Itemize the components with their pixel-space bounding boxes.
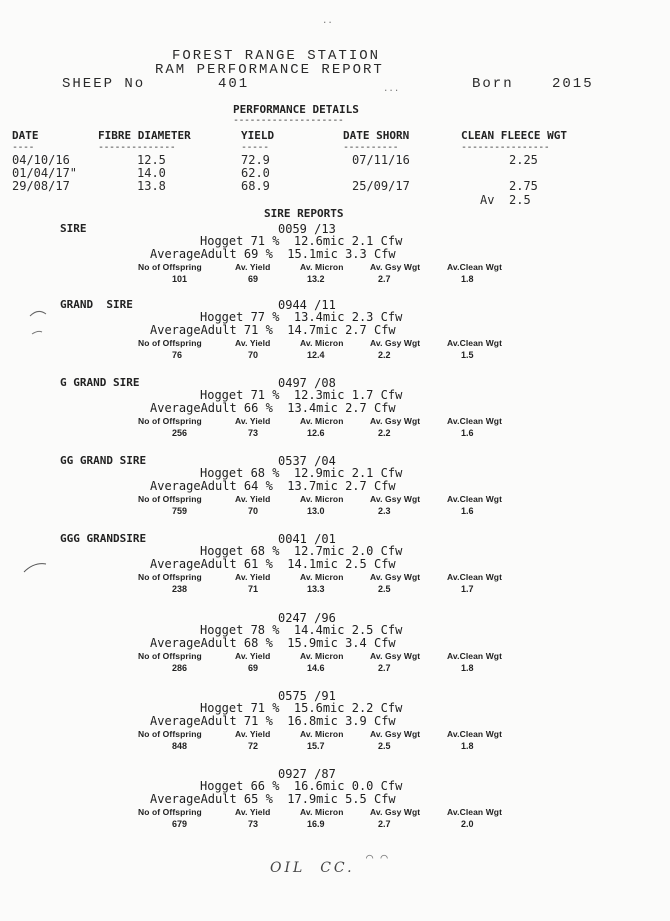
micron-value: 13.3	[307, 584, 325, 594]
gsy-label: Av. Gsy Wgt	[370, 338, 421, 348]
row-fibre: 14.0	[137, 166, 166, 180]
yield-label: Av. Yield	[235, 416, 271, 426]
average-adult-stats: AverageAdult 61 % 14.1mic 2.5 Cfw	[150, 557, 396, 571]
sire-id: 0575 /91	[278, 689, 336, 703]
station-title: FOREST RANGE STATION	[172, 48, 381, 64]
hogget-stats: Hogget 71 % 12.3mic 1.7 Cfw	[200, 388, 403, 402]
divider: ----	[12, 142, 35, 153]
yield-value: 70	[248, 350, 259, 360]
row-fibre: 12.5	[137, 153, 166, 167]
micron-label: Av. Micron	[300, 416, 344, 426]
offspring-value: 286	[172, 663, 188, 673]
yield-value: 70	[248, 506, 259, 516]
clean-value: 1.8	[461, 274, 474, 284]
row-date: 04/10/16	[12, 153, 70, 167]
col-date: DATE	[12, 129, 39, 142]
micron-label: Av. Micron	[300, 572, 344, 582]
clean-value: 1.6	[461, 428, 474, 438]
margin-mark	[28, 308, 50, 338]
yield-label: Av. Yield	[235, 262, 271, 272]
row-date-shorn: 07/11/16	[352, 153, 410, 167]
gsy-label: Av. Gsy Wgt	[370, 807, 421, 817]
micron-label: Av. Micron	[300, 338, 344, 348]
col-clean-fleece-wgt: CLEAN FLEECE WGT	[461, 129, 567, 142]
micron-value: 12.4	[307, 350, 325, 360]
micron-label: Av. Micron	[300, 651, 344, 661]
micron-value: 13.2	[307, 274, 325, 284]
gsy-label: Av. Gsy Wgt	[370, 494, 421, 504]
average-adult-stats: AverageAdult 71 % 16.8mic 3.9 Cfw	[150, 714, 396, 728]
offspring-value: 76	[172, 350, 183, 360]
row-yield: 68.9	[241, 179, 270, 193]
handwritten-note: OIL CC.	[270, 860, 355, 876]
offspring-label: No of Offspring	[138, 572, 202, 582]
col-date-shorn: DATE SHORN	[343, 129, 410, 142]
micron-label: Av. Micron	[300, 494, 344, 504]
clean-value: 1.8	[461, 741, 474, 751]
yield-label: Av. Yield	[235, 494, 271, 504]
sire-id: 0944 /11	[278, 298, 336, 312]
sire-id: 0041 /01	[278, 532, 336, 546]
sire-id: 0537 /04	[278, 454, 336, 468]
born-label: Born	[472, 76, 514, 92]
yield-value: 71	[248, 584, 259, 594]
report-title: RAM PERFORMANCE REPORT	[155, 62, 384, 78]
born-year: 2015	[552, 76, 594, 92]
average-adult-stats: AverageAdult 68 % 15.9mic 3.4 Cfw	[150, 636, 396, 650]
clean-value: 1.6	[461, 506, 474, 516]
offspring-label: No of Offspring	[138, 262, 202, 272]
clean-label: Av.Clean Wgt	[447, 651, 503, 661]
sire-id: 0497 /08	[278, 376, 336, 390]
micron-label: Av. Micron	[300, 729, 344, 739]
gsy-value: 2.7	[378, 274, 391, 284]
hogget-stats: Hogget 68 % 12.7mic 2.0 Cfw	[200, 544, 403, 558]
divider: -----	[241, 142, 269, 153]
yield-label: Av. Yield	[235, 338, 271, 348]
sire-report-label: GGG GRANDSIRE	[60, 532, 147, 545]
clean-label: Av.Clean Wgt	[447, 338, 503, 348]
hogget-stats: Hogget 77 % 13.4mic 2.3 Cfw	[200, 310, 403, 324]
micron-value: 16.9	[307, 819, 325, 829]
clean-label: Av.Clean Wgt	[447, 807, 503, 817]
yield-label: Av. Yield	[235, 651, 271, 661]
gsy-value: 2.5	[378, 741, 391, 751]
col-yield: YIELD	[241, 129, 275, 142]
average-adult-stats: AverageAdult 66 % 13.4mic 2.7 Cfw	[150, 401, 396, 415]
yield-value: 72	[248, 741, 259, 751]
sire-report-label: G GRAND SIRE	[60, 376, 140, 389]
gsy-label: Av. Gsy Wgt	[370, 262, 421, 272]
sire-reports-title: SIRE REPORTS	[264, 207, 344, 220]
hogget-stats: Hogget 78 % 14.4mic 2.5 Cfw	[200, 623, 403, 637]
offspring-value: 848	[172, 741, 188, 751]
micron-label: Av. Micron	[300, 807, 344, 817]
gsy-value: 2.7	[378, 819, 391, 829]
offspring-value: 101	[172, 274, 188, 284]
sheep-number: 401	[218, 76, 250, 92]
row-fibre: 13.8	[137, 179, 166, 193]
average-adult-stats: AverageAdult 71 % 14.7mic 2.7 Cfw	[150, 323, 396, 337]
row-date: 29/08/17	[12, 179, 70, 193]
sire-report-label: GG GRAND SIRE	[60, 454, 147, 467]
stray-mark: ...	[383, 84, 400, 94]
offspring-label: No of Offspring	[138, 807, 202, 817]
gsy-label: Av. Gsy Wgt	[370, 729, 421, 739]
sire-report-label: GRAND SIRE	[60, 298, 133, 311]
offspring-label: No of Offspring	[138, 651, 202, 661]
row-clean: 2.75	[509, 179, 538, 193]
divider: ----------	[343, 142, 399, 153]
offspring-label: No of Offspring	[138, 338, 202, 348]
row-date: 01/04/17"	[12, 166, 78, 180]
handwritten-mark: ⌒ ⌒	[366, 850, 388, 864]
stray-mark: ..	[322, 16, 333, 26]
hogget-stats: Hogget 71 % 12.6mic 2.1 Cfw	[200, 234, 403, 248]
clean-label: Av.Clean Wgt	[447, 416, 503, 426]
offspring-label: No of Offspring	[138, 416, 202, 426]
micron-value: 14.6	[307, 663, 325, 673]
offspring-label: No of Offspring	[138, 494, 202, 504]
yield-value: 73	[248, 819, 259, 829]
row-clean: 2.25	[509, 153, 538, 167]
sire-id: 0247 /96	[278, 611, 336, 625]
micron-value: 12.6	[307, 428, 325, 438]
row-yield: 62.0	[241, 166, 270, 180]
gsy-value: 2.3	[378, 506, 391, 516]
average-adult-stats: AverageAdult 69 % 15.1mic 3.3 Cfw	[150, 247, 396, 261]
yield-label: Av. Yield	[235, 572, 271, 582]
hogget-stats: Hogget 68 % 12.9mic 2.1 Cfw	[200, 466, 403, 480]
gsy-label: Av. Gsy Wgt	[370, 572, 421, 582]
row-date-shorn: 25/09/17	[352, 179, 410, 193]
gsy-value: 2.7	[378, 663, 391, 673]
gsy-value: 2.2	[378, 350, 391, 360]
yield-label: Av. Yield	[235, 807, 271, 817]
clean-label: Av.Clean Wgt	[447, 729, 503, 739]
clean-label: Av.Clean Wgt	[447, 572, 503, 582]
margin-mark	[22, 560, 48, 576]
gsy-label: Av. Gsy Wgt	[370, 651, 421, 661]
hogget-stats: Hogget 71 % 15.6mic 2.2 Cfw	[200, 701, 403, 715]
yield-value: 69	[248, 663, 259, 673]
clean-value: 1.7	[461, 584, 474, 594]
average-label: Av	[480, 193, 495, 207]
gsy-label: Av. Gsy Wgt	[370, 416, 421, 426]
offspring-value: 238	[172, 584, 188, 594]
average-adult-stats: AverageAdult 64 % 13.7mic 2.7 Cfw	[150, 479, 396, 493]
gsy-value: 2.5	[378, 584, 391, 594]
clean-value: 1.5	[461, 350, 474, 360]
micron-value: 13.0	[307, 506, 325, 516]
clean-label: Av.Clean Wgt	[447, 262, 503, 272]
micron-label: Av. Micron	[300, 262, 344, 272]
average-adult-stats: AverageAdult 65 % 17.9mic 5.5 Cfw	[150, 792, 396, 806]
row-yield: 72.9	[241, 153, 270, 167]
micron-value: 15.7	[307, 741, 325, 751]
average-value: 2.5	[509, 193, 531, 207]
clean-label: Av.Clean Wgt	[447, 494, 503, 504]
sire-id: 0059 /13	[278, 222, 336, 236]
offspring-value: 256	[172, 428, 188, 438]
offspring-label: No of Offspring	[138, 729, 202, 739]
sire-id: 0927 /87	[278, 767, 336, 781]
sire-report-label: SIRE	[60, 222, 87, 235]
clean-value: 2.0	[461, 819, 474, 829]
divider: ----------------	[461, 142, 550, 153]
offspring-value: 759	[172, 506, 188, 516]
clean-value: 1.8	[461, 663, 474, 673]
gsy-value: 2.2	[378, 428, 391, 438]
divider: --------------------	[233, 115, 344, 126]
col-fibre-diameter: FIBRE DIAMETER	[98, 129, 191, 142]
yield-label: Av. Yield	[235, 729, 271, 739]
performance-title: PERFORMANCE DETAILS	[233, 103, 359, 116]
yield-value: 73	[248, 428, 259, 438]
hogget-stats: Hogget 66 % 16.6mic 0.0 Cfw	[200, 779, 403, 793]
divider: --------------	[98, 142, 176, 153]
yield-value: 69	[248, 274, 259, 284]
offspring-value: 679	[172, 819, 188, 829]
sheep-label: SHEEP No	[62, 76, 146, 92]
